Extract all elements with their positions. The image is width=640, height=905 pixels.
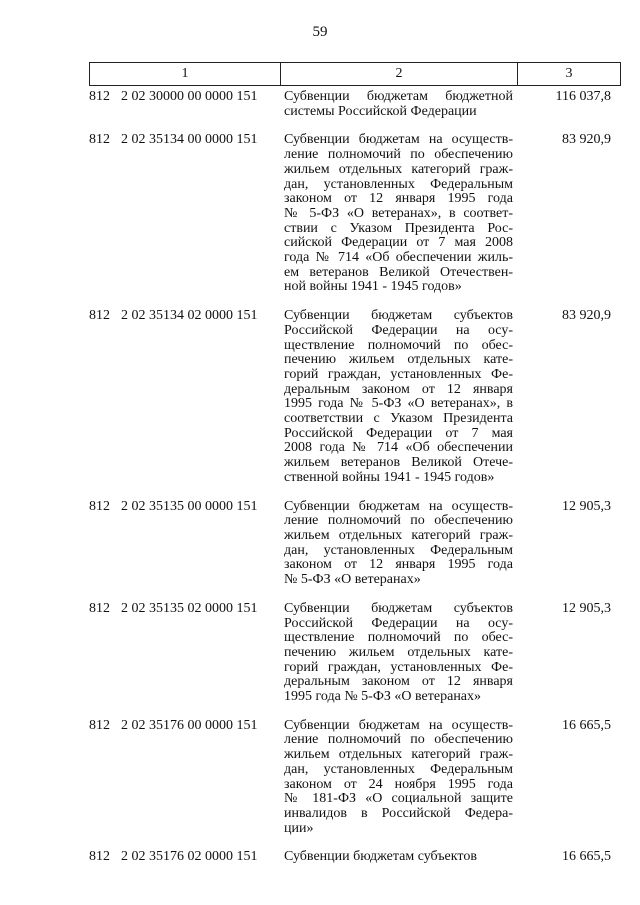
amount-cell: 83 920,9 xyxy=(562,308,611,324)
amount-cell: 116 037,8 xyxy=(555,89,611,104)
administrator-code: 812 xyxy=(89,849,110,865)
description-line: ление полномочий по обеспечению xyxy=(284,513,513,529)
description-line: ной войны 1941 - 1945 годов» xyxy=(284,279,462,295)
classification-code: 2 02 35135 00 0000 151 xyxy=(121,498,258,514)
description-cell xyxy=(280,719,517,837)
header-column-2: 2 xyxy=(281,63,518,85)
description-line: ем ветеранов Великой Отечествен- xyxy=(284,264,513,280)
table-row xyxy=(89,850,621,865)
amount-cell: 12 905,3 xyxy=(562,600,611,616)
header-column-1: 1 xyxy=(90,63,281,85)
description-line: Российской Федерации на осу- xyxy=(284,615,513,631)
classification-code: 2 02 30000 00 0000 151 xyxy=(121,89,258,104)
description-cell xyxy=(280,500,517,588)
budget-code-cell xyxy=(89,500,280,588)
description-line: жильем ветеранов Великой Отече- xyxy=(284,455,513,471)
description-line: № 181-ФЗ «О социальной защите xyxy=(284,791,513,807)
description-line: ции» xyxy=(284,820,314,836)
description-line: 2008 года № 714 «Об обеспечении xyxy=(284,440,513,456)
description-cell xyxy=(280,602,517,705)
description-line: Субвенции бюджетам субъектов xyxy=(284,600,513,616)
description-line: законом от 12 января 1995 года xyxy=(284,557,513,573)
classification-code: 2 02 35176 02 0000 151 xyxy=(121,849,258,865)
description-cell xyxy=(280,850,517,865)
description-line: дан, установленных Федеральным xyxy=(284,176,513,192)
description-line: Российской Федерации на осу- xyxy=(284,322,513,338)
table-body xyxy=(89,90,621,879)
budget-code-cell xyxy=(89,133,280,295)
administrator-code: 812 xyxy=(89,308,110,324)
administrator-code: 812 xyxy=(89,89,110,104)
description-cell xyxy=(280,309,517,485)
budget-code-cell xyxy=(89,90,280,119)
description-line: жильем отдельных категорий граж- xyxy=(284,161,513,177)
description-line: дан, установленных Федеральным xyxy=(284,761,513,777)
description-line: Субвенции бюджетам субъектов xyxy=(284,849,477,865)
description-line: ственной войны 1941 - 1945 годов» xyxy=(284,469,495,485)
description-line: ствии с Указом Президента Рос- xyxy=(284,220,513,236)
description-line: инвалидов в Российской Федера- xyxy=(284,805,513,821)
description-line: печению жильем отдельных кате- xyxy=(284,352,513,368)
description-line: ществление полномочий по обес- xyxy=(284,630,513,646)
budget-code-cell xyxy=(89,850,280,865)
description-line: дан, установленных Федеральным xyxy=(284,542,513,558)
description-line: Субвенции бюджетам на осуществ- xyxy=(284,132,513,148)
description-line: № 5-ФЗ «О ветеранах», в соответ- xyxy=(284,205,513,221)
description-line: года № 714 «Об обеспечении жиль- xyxy=(284,250,513,266)
amount-cell: 12 905,3 xyxy=(562,498,611,514)
description-line: Субвенции бюджетам субъектов xyxy=(284,308,513,324)
table-header xyxy=(89,62,621,86)
description-line: соответствии с Указом Президента xyxy=(284,411,513,427)
budget-code-cell xyxy=(89,602,280,705)
description-line: жильем отдельных категорий граж- xyxy=(284,527,513,543)
classification-code: 2 02 35134 00 0000 151 xyxy=(121,132,258,148)
table-row xyxy=(89,309,621,485)
administrator-code: 812 xyxy=(89,600,110,616)
description-line: горий граждан, установленных Фе- xyxy=(284,659,513,675)
administrator-code: 812 xyxy=(89,717,110,733)
description-line: ление полномочий по обеспечению xyxy=(284,147,513,163)
administrator-code: 812 xyxy=(89,498,110,514)
classification-code: 2 02 35134 02 0000 151 xyxy=(121,308,258,324)
description-line: Субвенции бюджетам бюджетной xyxy=(284,89,513,104)
description-line: Российской Федерации от 7 мая xyxy=(284,425,513,441)
description-cell xyxy=(280,133,517,295)
table-row xyxy=(89,90,621,119)
description-line: 1995 года № 5-ФЗ «О ветеранах», в xyxy=(284,396,513,412)
description-line: ществление полномочий по обес- xyxy=(284,337,513,353)
description-line: системы Российской Федерации xyxy=(284,103,477,119)
amount-cell: 83 920,9 xyxy=(562,132,611,148)
description-line: ление полномочий по обеспечению xyxy=(284,732,513,748)
budget-code-cell xyxy=(89,719,280,837)
description-line: горий граждан, установленных Фе- xyxy=(284,366,513,382)
description-line: законом от 24 ноября 1995 года xyxy=(284,776,513,792)
description-line: сийской Федерации от 7 мая 2008 xyxy=(284,235,513,251)
page-number: 59 xyxy=(312,24,328,40)
description-line: деральным законом от 12 января xyxy=(284,381,513,397)
description-line: Субвенции бюджетам на осуществ- xyxy=(284,717,513,733)
table-row xyxy=(89,133,621,295)
table-row xyxy=(89,719,621,837)
description-line: жильем отдельных категорий граж- xyxy=(284,747,513,763)
description-line: законом от 12 января 1995 года xyxy=(284,191,513,207)
description-line: деральным законом от 12 января xyxy=(284,674,513,690)
table-row xyxy=(89,500,621,588)
table-row xyxy=(89,602,621,705)
header-column-3: 3 xyxy=(565,66,573,81)
description-line: 1995 года № 5-ФЗ «О ветеранах» xyxy=(284,689,482,705)
classification-code: 2 02 35135 02 0000 151 xyxy=(121,600,258,616)
description-line: печению жильем отдельных кате- xyxy=(284,644,513,660)
description-cell xyxy=(280,90,517,119)
description-line: Субвенции бюджетам на осуществ- xyxy=(284,498,513,514)
budget-code-cell xyxy=(89,309,280,485)
description-line: № 5-ФЗ «О ветеранах» xyxy=(284,572,421,588)
classification-code: 2 02 35176 00 0000 151 xyxy=(121,717,258,733)
amount-cell: 16 665,5 xyxy=(562,717,611,733)
administrator-code: 812 xyxy=(89,132,110,148)
amount-cell: 16 665,5 xyxy=(562,849,611,865)
